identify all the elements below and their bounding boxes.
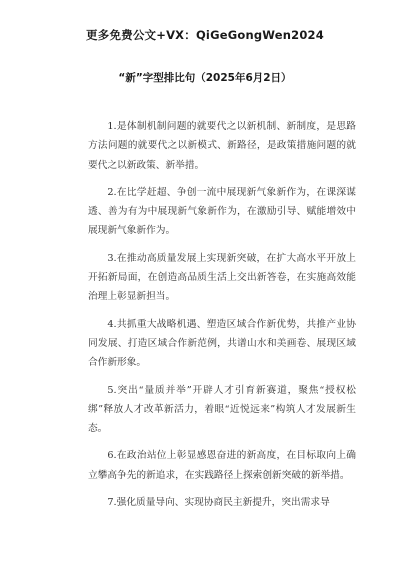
paragraph-3: 3.在推动高质量发展上实现新突破，在扩大高水平开放上开拓新局面，在创造高品质生活上交出新答卷，在实施高效能治理上彰显新担当。 xyxy=(88,252,356,303)
document-body xyxy=(88,117,356,520)
promo-header: 更多免费公文+VX：QiGeGongWen2024 xyxy=(86,28,324,42)
paragraph-5: 5.突出“量质并举”开辟人才引育新赛道，聚焦“授权松绑”释放人才改革新活力，着眼“近悦远来”构筑人才发展新生态。 xyxy=(88,384,356,435)
paragraph-6: 6.在政治站位上彰显感恩奋进的新高度，在目标取向上确立攀高争先的新追求，在实践路径上探索创新突破的新举措。 xyxy=(88,450,356,481)
paragraph-4: 4.共抓重大战略机遇、塑造区域合作新优势，共推产业协同发展、打造区域合作新范例，共谱山水和美画卷、展现区域合作新形象。 xyxy=(88,318,356,369)
paragraph-7: 7.强化质量导向、实现协商民主新提升，突出需求导 xyxy=(107,497,330,509)
paragraph-2: 2.在比学赶超、争创一流中展现新气象新作为，在课深谋透、善为有为中展现新气象新作为，在激励引导、赋能增效中展现新气象新作为。 xyxy=(88,186,356,237)
document-title: “新”字型排比句（2025年6月2日） xyxy=(118,72,292,84)
paragraph-1: 1.是体制机制问题的就要代之以新机制、新制度，是思路方法问题的就要代之以新模式、新路径，是政策措施问题的就要代之以新政策、新举措。 xyxy=(88,121,356,171)
